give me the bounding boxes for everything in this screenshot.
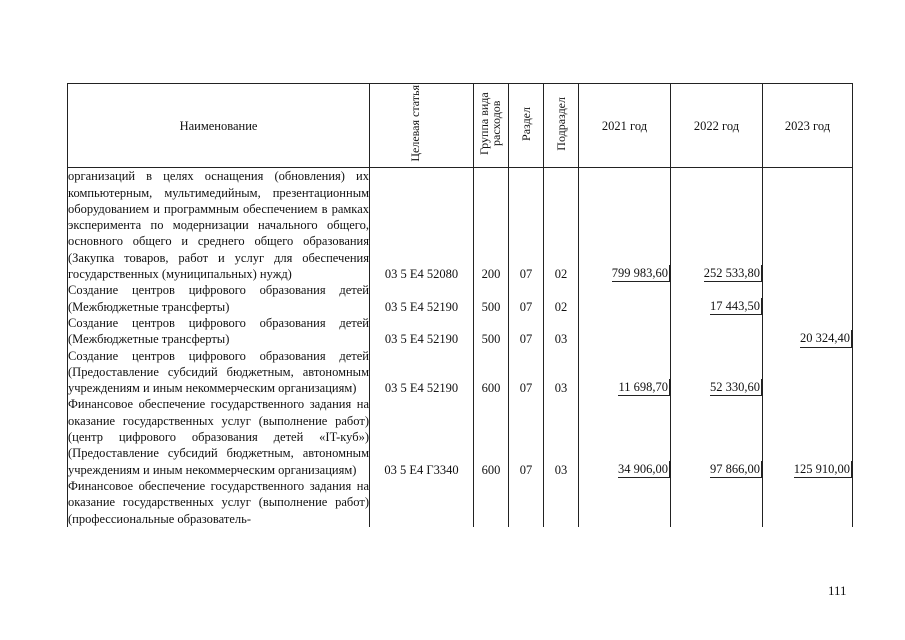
header-name: Наименование (68, 84, 370, 168)
row-name: Финансовое обеспечение государственного задания на оказание государственных услуг (выполнение работ) (профессиональные образователь- (68, 478, 369, 526)
table-row (68, 478, 853, 527)
row-2023: 20 324,40 (763, 315, 853, 348)
row-section: 07 (509, 168, 544, 283)
table-row (68, 315, 853, 348)
row-section: 07 (509, 348, 544, 397)
row-name: организаций в целях оснащения (обновления) их компьютерным, мультимедийным, презентационным оборудованием и программным обеспечением в рамках эксперимента по модернизации начального общего, основного общего и среднего общего образования (Закупка товаров, работ и услуг для обеспечения государственных (муниципальных) нужд) (68, 169, 369, 282)
row-2021: 11 698,70 (579, 348, 671, 397)
header-group: Группа вида расходов (474, 84, 509, 168)
row-group: 200 (474, 168, 509, 283)
row-name: Финансовое обеспечение государственного задания на оказание государственных услуг (выполнение работ) (центр цифрового образования детей «IT-куб») (Предоставление субсидий бюджетным, автономным учреждениям и иным некоммерческим организациям) (68, 397, 369, 477)
table-header (68, 84, 853, 168)
row-code: 03 5 E4 52190 (370, 315, 474, 348)
header-2021: 2021 год (579, 84, 671, 168)
table-row (68, 168, 853, 283)
row-2023: 125 910,00 (763, 396, 853, 477)
row-2022: 17 443,50 (671, 282, 763, 315)
row-subsection: 02 (544, 282, 579, 315)
row-subsection (544, 478, 579, 527)
table-row (68, 282, 853, 315)
row-2023 (763, 478, 853, 527)
table-row (68, 396, 853, 477)
row-2022: 97 866,00 (671, 396, 763, 477)
row-subsection: 03 (544, 348, 579, 397)
row-group: 500 (474, 282, 509, 315)
row-section: 07 (509, 315, 544, 348)
row-2023 (763, 348, 853, 397)
row-2021 (579, 315, 671, 348)
header-2022: 2022 год (671, 84, 763, 168)
row-2022 (671, 478, 763, 527)
page-number: 111 (828, 583, 847, 598)
row-group: 600 (474, 348, 509, 397)
row-2021: 34 906,00 (579, 396, 671, 477)
row-group (474, 478, 509, 527)
row-code (370, 478, 474, 527)
row-group: 600 (474, 396, 509, 477)
row-2022: 52 330,60 (671, 348, 763, 397)
row-2022: 252 533,80 (671, 168, 763, 283)
header-target: Целевая статья (370, 84, 474, 168)
table-body (68, 168, 853, 527)
row-code: 03 5 E4 52080 (370, 168, 474, 283)
header-section: Раздел (509, 84, 544, 168)
row-subsection: 02 (544, 168, 579, 283)
budget-table (67, 83, 853, 527)
row-2021: 799 983,60 (579, 168, 671, 283)
row-name: Создание центров цифрового образования детей (Межбюджетные трансферты) (68, 283, 369, 314)
table-row (68, 348, 853, 397)
row-code: 03 5 E4 52190 (370, 348, 474, 397)
row-2021 (579, 478, 671, 527)
header-subsection: Подраздел (544, 84, 579, 168)
row-section: 07 (509, 396, 544, 477)
row-name: Создание центров цифрового образования детей (Межбюджетные трансферты) (68, 315, 369, 347)
header-2023: 2023 год (763, 84, 853, 168)
row-code: 03 5 E4 Г3340 (370, 396, 474, 477)
row-name: Создание центров цифрового образования детей (Предоставление субсидий бюджетным, автономным учреждениям и иным некоммерческим организациям) (68, 348, 369, 396)
row-section: 07 (509, 282, 544, 315)
row-group: 500 (474, 315, 509, 348)
row-2021 (579, 282, 671, 315)
row-section (509, 478, 544, 527)
row-2023 (763, 282, 853, 315)
row-subsection: 03 (544, 396, 579, 477)
row-2023 (763, 168, 853, 283)
row-subsection: 03 (544, 315, 579, 348)
row-2022 (671, 315, 763, 348)
row-code: 03 5 E4 52190 (370, 282, 474, 315)
